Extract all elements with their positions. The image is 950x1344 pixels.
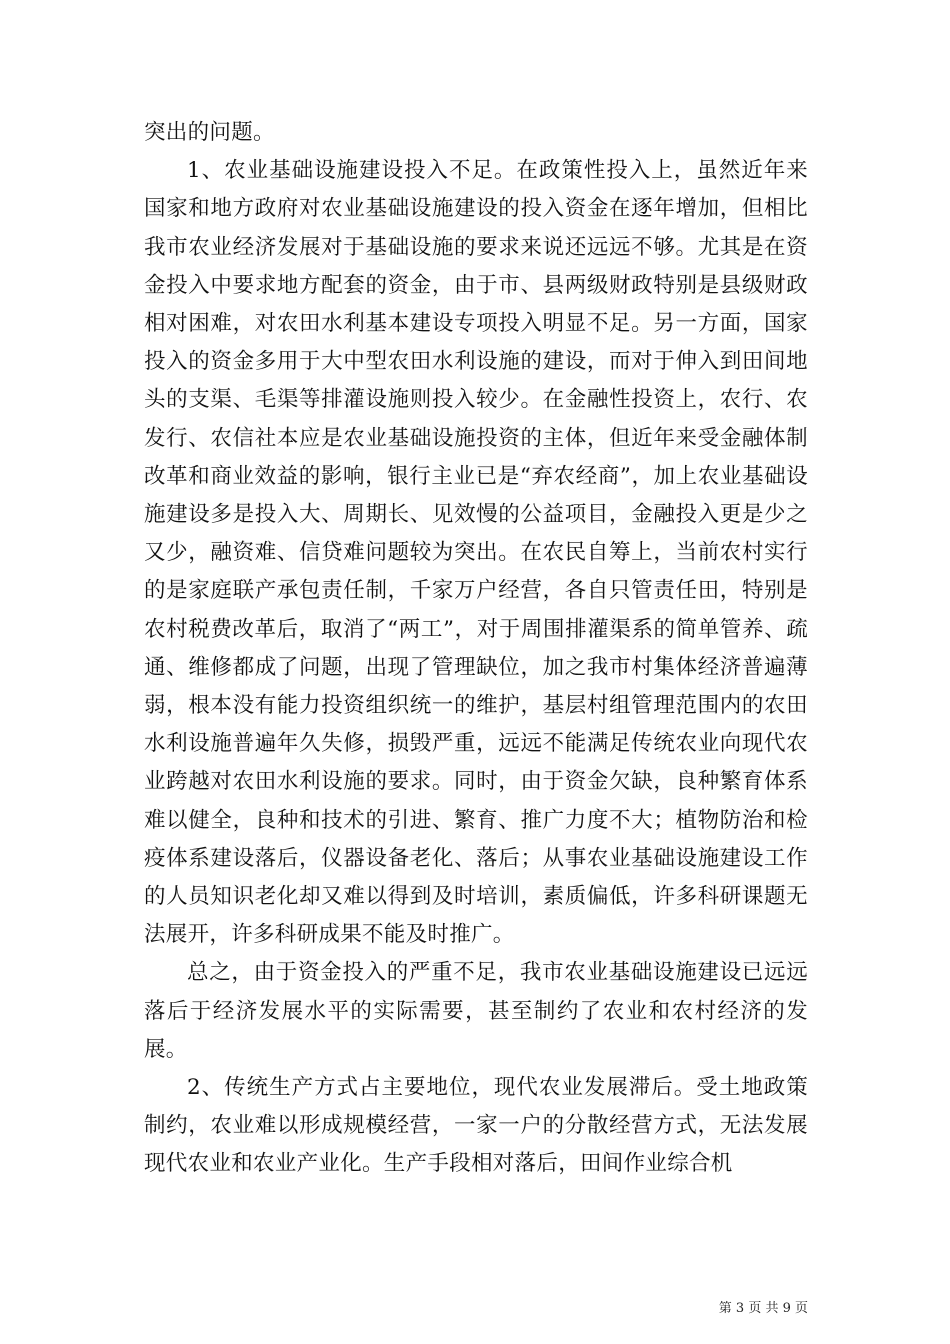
paragraph-continuation: 突出的问题。 [144, 120, 275, 145]
paragraph-summary: 总之，由于资金投入的严重不足，我市农业基础设施建设已远远落后于经济发展水平的实际需要，甚至制约了农业和农村经济的发展。 [144, 960, 808, 1062]
paragraph-infrastructure-investment: 1、农业基础设施建设投入不足。在政策性投入上，虽然近年来国家和地方政府对农业基础设施建设的投入资金在逐年增加，但相比我市农业经济发展对于基础设施的要求来说还远远不够。尤其是在资金投入中要求地方配套的资金，由于市、县两级财政特别是县级财政相对困难，对农田水利基本建设专项投入明显不足。另一方面，国家投入的资金多用于大中型农田水利设施的建设，而对于伸入到田间地头的支渠、毛渠等排灌设施则投入较少。在金融性投资上，农行、农发行、农信社本应是农业基础设施投资的主体，但近年来受金融体制改革和商业效益的影响，银行主业已是“弃农经商”，加上农业基础设施建设多是投入大、周期长、见效慢的公益项目，金融投入更是少之又少，融资难、信贷难问题较为突出。在农民自筹上，当前农村实行的是家庭联产承包责任制，千家万户经营，各自只管责任田，特别是农村税费改革后，取消了“两工”，对于周围排灌渠系的简单管养、疏通、维修都成了问题，出现了管理缺位，加之我市村集体经济普遍薄弱，根本没有能力投资组织统一的维护，基层村组管理范围内的农田水利设施普遍年久失修，损毁严重，远远不能满足传统农业向现代农业跨越对农田水利设施的要求。同时，由于资金欠缺，良种繁育体系难以健全，良种和技术的引进、繁育、推广力度不大；植物防治和检疫体系建设落后，仪器设备老化、落后；从事农业基础设施建设工作的人员知识老化却又难以得到及时培训，素质偏低，许多科研课题无法展开，许多科研成果不能及时推广。 [144, 158, 808, 948]
page-number-footer: 第 3 页 共 9 页 [718, 1301, 808, 1316]
document-body [144, 114, 808, 1184]
paragraph-traditional-production: 2、传统生产方式占主要地位，现代农业发展滞后。受土地政策制约，农业难以形成规模经营，一家一户的分散经营方式，无法发展现代农业和农业产业化。生产手段相对落后，田间作业综合机 [144, 1075, 808, 1177]
